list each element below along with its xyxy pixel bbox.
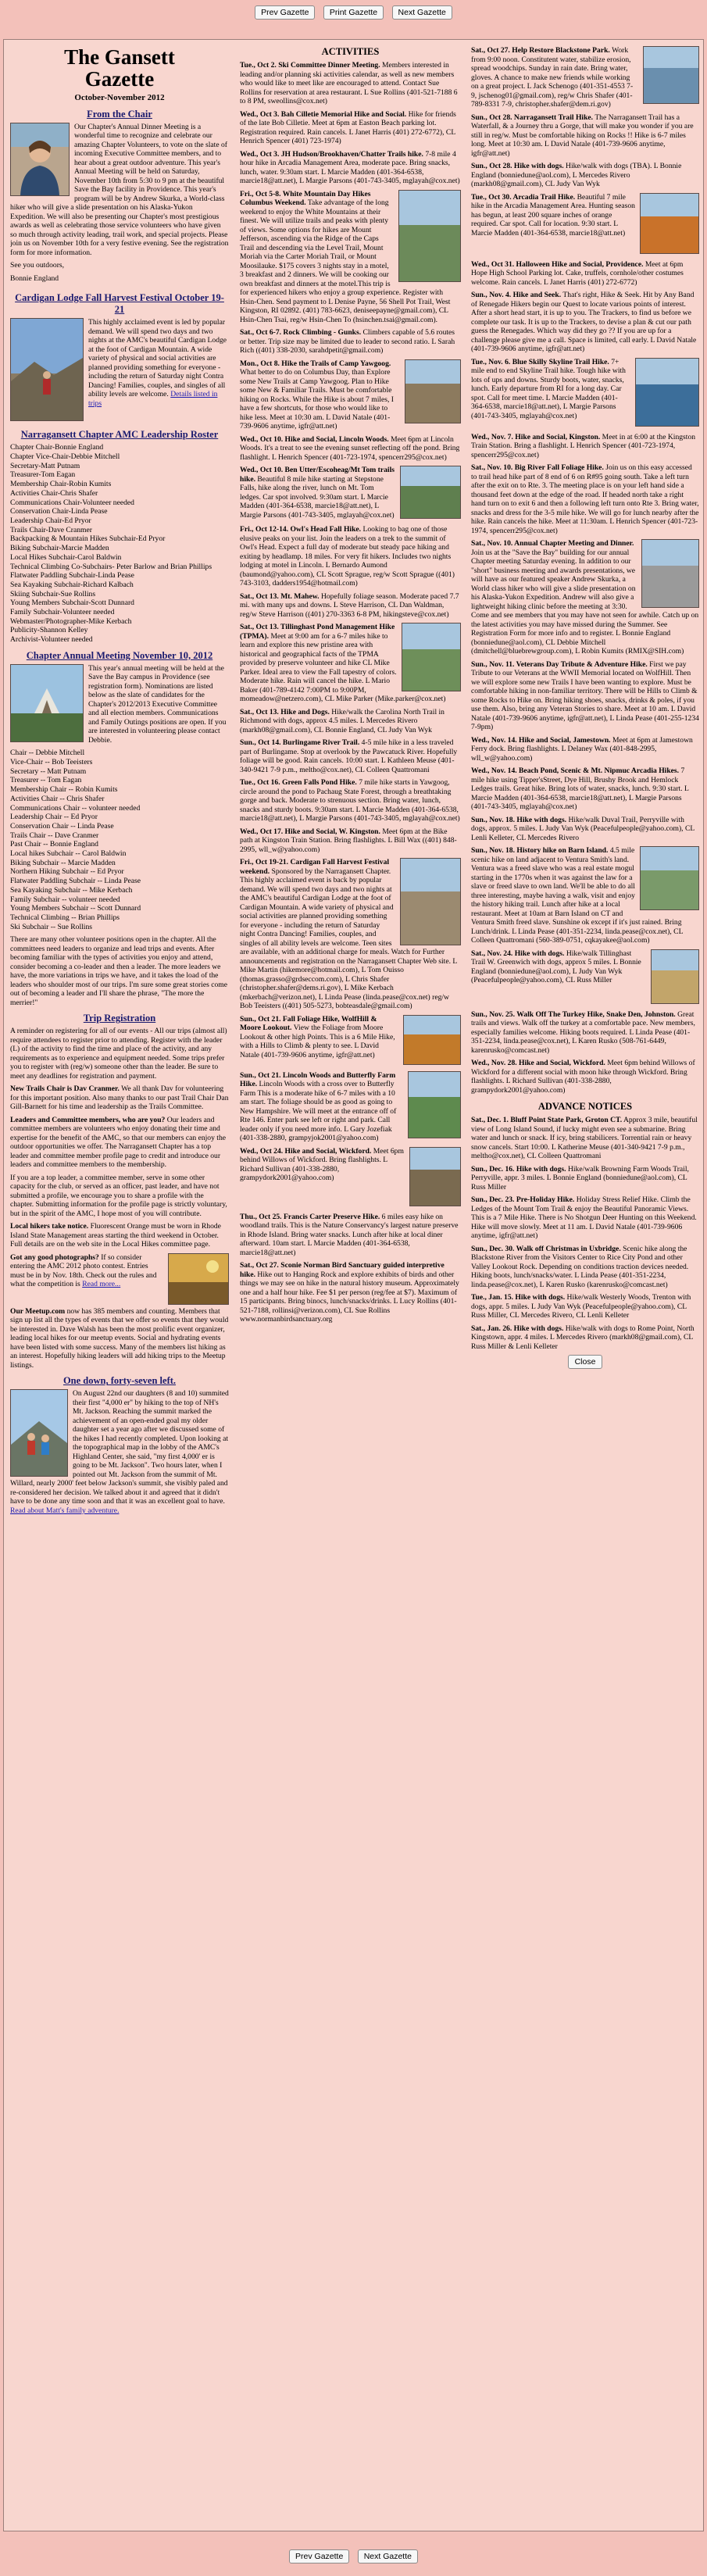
slate-row: Technical Climbing -- Brian Phillips xyxy=(10,913,120,922)
roster-row: Conservation Chair-Linda Pease xyxy=(10,507,108,516)
event-description: Holiday Stress Relief Hike. Climb the Ledges of the Mount Tom Trail & enjoy the Beautiful Panoramic Views. This is a 7 Mile Hike. There is No Shotgun Deer Hunting on this Weekend. Hike will move slowly. Meet at 11 am. L David Natale (401-739-9606 anytime, igfr@att.net) xyxy=(471,1195,697,1240)
roster-row: Family Subchair-Volunteer needed xyxy=(10,608,115,617)
event-description: 6 miles easy hike on woodland trails. This is the Nature Conservancy's largest nature preserve in Rhode Island. Bring water snacks. Lunch after hike at local diner afterward. 10am start. L Marcie Madden (401-364-6538, marcie18@att.net) xyxy=(240,1212,459,1257)
prev-gazette-button[interactable]: Prev Gazette xyxy=(255,5,315,20)
event-title: Tue., Oct 30. Arcadia Trail Hike. xyxy=(471,192,576,202)
slate-row: Sea Kayaking Subchair -- Mike Kerbach xyxy=(10,885,133,895)
event-description: Hike/walk with dogs (TBA). L Bonnie England (bonniedune@aol.com), L Mercedes Rivero (markh08@gmail.com), CL Judy Van Wyk xyxy=(471,162,682,188)
event-description: Meet 6pm at Lincoln Woods. It's a treat to see the evening sunset reflecting off the pond. Bring flashlight. L Henrich Spencer (401-723-1974, spencerr295@cox.net) xyxy=(240,434,460,462)
event-item xyxy=(240,778,461,824)
event-item xyxy=(471,291,699,354)
roster-list xyxy=(10,443,229,644)
event-item xyxy=(240,61,461,106)
masthead-title-2: Gazette xyxy=(84,67,155,91)
event-title: Wed., Oct 24. Hike and Social, Wickford. xyxy=(240,1146,372,1156)
event-description: Meet 6pm at the Bike path at Kingston Train Station. Bring flashlights. L Bill Wax ((401) 848-2995, wll_w@yahoo.com) xyxy=(240,827,457,854)
roster-row: Biking Subchair-Marcie Madden xyxy=(10,544,109,553)
leaders-title: Leaders and Committee members, who are you? xyxy=(10,1115,166,1124)
slate-row: Chair -- Debbie Mitchell xyxy=(10,749,85,758)
roster-row: Webmaster/Photographer-Mike Kerbach xyxy=(10,616,132,626)
event-item xyxy=(471,46,699,109)
event-description: That's right, Hike & Seek. Hit by Any Band of Renegade Hikers begin our Quest to locate various points of interest. After a short head start, it is up to you. The Trackers, to find us before we complete our task. It is up to the Trackers, to devise a plan & cut our path guess the Renegades. Which way did they go ?? If you are up for a challenge please give me a call. Space is limited, call early. L David Natale (401-739-9606 anytime, igfr@att.net) xyxy=(471,291,697,353)
event-description: Lincoln Woods with a cross over to Butterfly Farm This is a moderate hike of 6-7 miles with a 10 am start. The foliage should be as good as going to New Hampshire. We will meet at the entrance off of Rte 146. Enter park see left or right and park. Call leader only if you need more info. L Gary Jozefiak (401-338-2880, grampyjok2001@yahoo.com) xyxy=(240,1080,397,1142)
event-item xyxy=(240,190,461,325)
top-navbar xyxy=(0,5,707,20)
event-description: Hike/walk Browning Farm Woods Trail, Perryville, appr. 3 miles. L Bonnie England (bonniedune@aol.com), CL Russ Miller xyxy=(471,1164,689,1192)
chair-text: Our Chapter's Annual Dinner Meeting is a wonderful time to recognize and celebrate our amazing Chapter Volunteers, to vote on the slate of incoming Executive Committee members, and to hear about a great outdoor adventure. This year's Annual Meeting will be held on Saturday, November 10th from 5:30 to 9 pm at the beautiful Save the Bay facility in Providence. This year's program will be by Andrew Skurka, a World-class hiker who will give a slide presentation on his Alaska-Yukon Expedition. We will also be presenting our Chapter's most prestigious awards as well as celebrating those service volunteers who have given so much through activity leading, trail work, and special projects. Please join us on November 10th for a very festive evening. See the registration form for more information. xyxy=(10,122,229,257)
event-item xyxy=(471,1293,699,1320)
event-title: Sat., Oct 27. Sconie Norman Bird Sanctuary guided interpretive hike. xyxy=(240,1261,445,1279)
localhikers-title: Local hikers take notice. xyxy=(10,1222,89,1231)
event-item xyxy=(240,708,461,735)
event-title: Sun., Oct 28. Narragansett Trail Hike. xyxy=(471,113,594,122)
event-title: Sun., Nov. 11. Veterans Day Tribute & Adventure Hike. xyxy=(471,659,648,669)
slate-list xyxy=(10,749,229,931)
event-description: Great trails and views. Walk off the turkey at a comfortable pace. New members, especially families welcome. Hiking boots required. L Linda Pease (401-351-2234, linda.pease@cox.net), L Karen Rusko (508-761-6449, karenrusko@comcast.net) xyxy=(471,1009,695,1055)
roster-row: Sea Kayaking Subchair-Richard Kalbach xyxy=(10,580,134,589)
event-item xyxy=(471,463,699,535)
roster-row: Communications Chair-Volunteer needed xyxy=(10,498,134,507)
event-item xyxy=(471,949,699,1006)
event-title: Wed., Oct 3. Bah Cilletie Memorial Hike and Social. xyxy=(240,109,407,119)
roster-row: Activities Chair-Chris Shafer xyxy=(10,488,98,498)
event-item xyxy=(240,359,461,431)
event-title: Wed., Oct 3. JH Hudson/Brookhaven/Chatter Trails hike. xyxy=(240,149,423,159)
chair-heading: From the Chair xyxy=(87,108,152,120)
roster-row: Technical Climbing Co-Subchairs- Peter Barlow and Brian Phillips xyxy=(10,562,212,571)
event-photo xyxy=(643,46,699,104)
slate-row: Conservation Chair -- Linda Pease xyxy=(10,821,114,831)
event-description: First we pay Tribute to our Veterans at the WWII Memorial located on WolfHill. Then we will explore some new Trails I have been wanting to explore. Must be comfortable hiking in non-familiar territory. There will be Hills to Climb & some Rocks to Hike on. Bring hiking shoes, snacks, drinks & poles, if you use them. Also, bring any Veteran Stories to share. Meet at 10 am. L David Natale (401-739-9606 anytime, igfr@att.net), L Linda Pease (401-255-1234 7-9pm) xyxy=(471,659,699,731)
leaders-text2: If you are a top leader, a committee member, serve in some other capacity for the club, or served as an officer, past leader, and have not submitted a profile, we encourage you to share a profile with the chapter. Submitting information for the profile page is strictly voluntary, but in the spirit of the AMC, I hope most of you will contribute. xyxy=(10,1173,227,1218)
photos-para: Got any good photographs? If so consider entering the AMC 2012 photo contest. Entries must be in by Nov. 18th. Check out the rules and what the competition is Read more... xyxy=(10,1252,157,1289)
event-description: Scenic hike along the Blackstone River from the Visitors Center to Rice City Pond and other Valley Lookout Rock. Depending on conditions traction devices needed. Hiking boots, lunch/snacks/water. L Linda Pease (401-351-2234, linda.pease@cox.net), L Karen Rusko (karenrusko@comcast.net) xyxy=(471,1244,689,1289)
print-gazette-button[interactable]: Print Gazette xyxy=(323,5,384,20)
event-title: Sat., Oct 13. Tillinghast Pond Management Hike (TPMA). xyxy=(240,623,395,641)
event-title: Tue., Nov. 6. Blue Skilly Skyline Trail Hike. xyxy=(471,357,609,366)
event-title: Sun., Dec. 23. Pre-Holiday Hike. xyxy=(471,1195,575,1204)
roster-row: Skiing Subchair-Sue Rollins xyxy=(10,589,96,598)
event-photo xyxy=(408,1071,461,1138)
event-description: 4.5 mile scenic hike on land adjacent to Ventura Smith's land. Ventura was a freed slave who was a real estate mogul starting in the 1770s when it was against the law for a slave or freed slave to own land. We'll be able to do all three interesting, maybe having a walk, visit and enjoy the history hiking trail. Lunch after hike at a local restaurant. Meet at 10am at Barn Island on CT and Ventura Smith freed slave. Sunshine ok except if it's just rained. Bring Lunch/drink. L Linda Pease (401-351-2234, linda.pease@cox.net), CL Colleen Quattromani (560-389-0751, cqkayakee@aol.com) xyxy=(471,846,684,945)
event-description: Hike for friends of the late Bob Cilletie. Meet at 6pm at Easton Beach parking lot. Registration required. Rain cancels. L Janet Harris (401) 272-6772), CL Henrich Spencer (401) 723-1974) xyxy=(240,109,456,145)
photos-title: Got any good photographs? xyxy=(10,1252,99,1262)
event-description: Hike/walk the Carolina North Trail in Richmond with dogs, approx 4.5 miles. L Mercedes Rivero (markh08@gmail.com), CL Bonnie England, CL Judy Van Wyk xyxy=(240,707,445,734)
event-description: Hopefully foliage season. Moderate paced 7.7 mi. with many ups and downs. L Steve Harrison, CL Dan Waldman, reg/w Steve Harrison ((401) 270-3363 6-8 PM, hikingsteve@cox.net) xyxy=(240,591,459,619)
event-photo xyxy=(651,949,699,1004)
event-description: Climbers capable of 5.6 routes or better. Trip size may be limited due to leader to second ratio. L Sarah Rich ((401) 338-2030, sarahdpetit@gmail.com) xyxy=(240,328,455,355)
slate-row: Young Members Subchair -- Scott Dunnard xyxy=(10,904,141,913)
event-item xyxy=(471,113,699,159)
event-description: Hike/walk Westerly Woods, Trenton with dogs, appr. 5 miles. L Judy Van Wyk (Peacefulpeople@yahoo.com), CL Russ Miller, CL Mercedes Rivero, CL Lenli Kelleter xyxy=(471,1293,691,1320)
masthead xyxy=(10,46,229,91)
roster-row: Young Members Subchair-Scott Dunnard xyxy=(10,598,134,608)
issue-date: October-November 2012 xyxy=(74,92,165,102)
event-description: Meet 6pm behind Willows of Wickford. Bring flashlights. L Richard Sullivan (401-338-2880, grampydork2001@yahoo.com) xyxy=(240,1146,404,1182)
event-title: Sat., Dec. 1. Bluff Point State Park, Groton CT. xyxy=(471,1116,623,1124)
event-description: Members interested in leading and/or planning ski activities calendar, as well as new members who would like to meet like are encouraged to attend. Contact Sue Rollins for reservation at area restaurant. L Sue Rollins (401-521-7188 6 to 8 PM, sweollins@cox.net) xyxy=(240,61,458,105)
slate-row: Trails Chair -- Dave Cranmer xyxy=(10,831,99,840)
middle-column xyxy=(240,46,461,2526)
event-item xyxy=(471,1010,699,1056)
onedown-heading: One down, forty-seven left. xyxy=(62,1375,177,1387)
event-title: Fri., Oct 5-8. White Mountain Day Hikes Columbus Weekend. xyxy=(240,189,371,207)
masthead-title-1: The Gansett xyxy=(64,46,175,69)
event-item xyxy=(471,1245,699,1290)
event-description: Meet 6pm behind Willows of Wickford for a different social with moon hike through Wickford. Bring flashlights. L Richard Sullivan (401-338-2880, grampydork2001@yahoo.com) xyxy=(471,1059,695,1095)
newtrail-title: New Trails Chair is Dav Cranmer. xyxy=(10,1084,120,1094)
event-title: Sat., Oct 13. Mt. Mahew. xyxy=(240,591,320,601)
photo-contest-image xyxy=(168,1253,229,1305)
left-column xyxy=(10,46,229,2526)
slate-row: Secretary -- Matt Putnam xyxy=(10,766,87,776)
event-photo xyxy=(400,858,461,945)
roster-row: Backpacking & Mountain Hikes Subchair-Ed Pryor xyxy=(10,534,166,544)
registration-text: A reminder on registering for all of our events - All our trips (almost all) require attendees to register prior to attending. Register with the leader (L) of the activity to find the time and place of the activity, and any requirements as to experience and equipment needed. Some trips prefer you to register with (reg/w) someone other than the leader. Be sure to meet any deadlines for registration and payment. xyxy=(10,1027,227,1081)
event-description: Beautiful 7 mile hike in the Arcadia Management Area. Hunting season has begun, at least 200 square inches of orange required. Car spot. Call for location. 9:30 start. L Marcie Madden (401-364-6538, marcie18@att.net) xyxy=(471,192,635,238)
slate-row: Activities Chair -- Chris Shafer xyxy=(10,794,105,803)
event-item xyxy=(471,1059,699,1095)
event-item xyxy=(240,150,461,186)
event-photo xyxy=(403,1015,461,1065)
event-item xyxy=(471,1195,699,1241)
photos-link[interactable]: Read more... xyxy=(82,1280,121,1289)
event-photo xyxy=(405,359,461,423)
roster-heading: Narragansett Chapter AMC Leadership Roster xyxy=(20,429,219,441)
meetup-para: Our Meetup.com now has 385 members and counting. Members that sign up list all the types of events that we offer so events that they would be interested in. Dave Walsh has been the most prolific event organizer, leading local hikes for our meetup events. Social and hydrating events have been listed with some success. Many of the members list hiking as an interest. Hopefully hiking leaders will add hiking trips to the Meetup listings. xyxy=(10,1306,229,1370)
event-title: Sat., Nov. 24. Hike with dogs. xyxy=(471,949,565,958)
event-item xyxy=(471,1324,699,1352)
slate-row: Membership Chair -- Robin Kumits xyxy=(10,785,118,795)
event-title: Sun., Nov. 4. Hike and Seek. xyxy=(471,291,562,299)
event-item xyxy=(471,539,699,656)
event-item xyxy=(240,1261,461,1324)
event-title: Fri., Oct 19-21. Cardigan Fall Harvest Festival weekend. xyxy=(240,858,390,876)
chair-photo xyxy=(10,123,70,196)
slate-row: Treasurer -- Tom Eagan xyxy=(10,776,82,785)
event-item xyxy=(240,1213,461,1258)
roster-row: Local Hikes Subchair-Carol Baldwin xyxy=(10,552,122,562)
newtrail-para: New Trails Chair is Dav Cranmer. We all thank Dav for volunteering for this important position. Also many thanks to our past Trail Chair Dan Gill-Barnett for his time and leadership as the Trails Committee. xyxy=(10,1084,229,1112)
event-item xyxy=(471,162,699,189)
slate-row: Northern Hiking Subchair -- Ed Pryor xyxy=(10,867,124,877)
event-title: Sat., Oct 27. Help Restore Blackstone Park. xyxy=(471,46,610,55)
event-title: Thu., Oct 25. Francis Carter Preserve Hike. xyxy=(240,1212,380,1221)
event-description: Work from 9:00 noon. Constitutent water, stabilize erosion, spread woodchips. Sunday in rain date. Bring water, gloves. A chance to make new friends while working on a great project. L Jack Schenogo (401-351-4553 7-9, jschenog01@gmail.com), reg/w Chris Shafer (401-789-8331 7-9, christopher.shafer@dem.ri.gov) xyxy=(471,46,634,109)
slate-row: Flatwater Paddling Subchair -- Linda Pease xyxy=(10,877,141,886)
roster-row: Archivist-Volunteer needed xyxy=(10,635,93,645)
event-description: Meet at 6pm Hope High School Parking lot. Cake, truffels, cornhole/other costumes welcome. Rain cancels. L Janet Harris (401) 272-6772) xyxy=(471,259,684,287)
slate-row: Family Subchair -- volunteer needed xyxy=(10,895,120,904)
event-description: 7-8 mile 4 hour hike in Arcadia Management Area, moderate pace. Bring snacks, lunch, water. 9:30am start. L Marcie Madden (401-364-6538, marcie18@att.net), L Margie Parsons (401-743-3405, mglayah@cox.net) xyxy=(240,149,460,185)
annual-text2: There are many other volunteer positions open in the chapter. All the committees need leaders to organize and lead trips and events. After becoming familiar with the types of activities you enjoy and attend, consider becoming a co-leader and then a leader. The more leaders we have, the more variations in trips we have, and it takes the load of the leaders who shoulder most of our trips. I'm sure some great stories come out of becoming a leader and I'll share the phrase, "The more the merrier!" xyxy=(10,935,228,1007)
event-title: Sun., Nov. 18. History hike on Barn Island. xyxy=(471,846,609,855)
event-title: Tue., Oct 16. Green Falls Pond Hike. xyxy=(240,778,357,787)
event-description: 7 mile hike starts in Yawgoog, circle around the pond to Pachaug State Forest, through a breathtaking gorge and back. Moderate to strenuous section. Bring water, lunch, snacks and sturdy boots. 9:30am start. L Marcie Madden (401-364-6538, marcie18@att.net), L Margie Parsons (401-743-3405, mglayah@cox.net) xyxy=(240,778,460,823)
event-title: Wed., Nov. 28. Hike and Social, Wickford. xyxy=(471,1059,605,1067)
chair-signoff: Bonnie England xyxy=(10,273,59,283)
event-title: Sat., Jan. 26. Hike with dogs. xyxy=(471,1324,564,1333)
chair-seeyou: See you outdoors, xyxy=(10,261,65,270)
bottom-navbar xyxy=(0,2549,707,2563)
advance-events-list xyxy=(471,1116,699,1351)
event-description: Meet at 9:00 am for a 6-7 miles hike to learn and explore this new pristine area with historical and geographical facts of the TPMA provided by preserve volunteer and hike CL Mike Parker. Ideal area to view the Fall tapestry of colors. Moderate hike. Rain will cancel the hike. L Mario Baker (401-789-4142 7:00PM to 9:00PM, momeadow@netzero.com), CL Mike Parker (Mike.parker@cox.net) xyxy=(240,631,446,703)
event-item xyxy=(471,766,699,812)
slate-row: Past Chair -- Bonnie England xyxy=(10,840,98,849)
event-title: Wed., Oct 10. Ben Utter/Escoheag/Mt Tom trails hike. xyxy=(240,466,395,484)
leaders-para: Leaders and Committee members, who are you? Our leaders and committee members are volunteers who enjoy donating their time and expertise for the benefit of the AMC, so that our members can enjoy the outdoor opportunities we offer. The Narragansett Chapter has a top leader and committee member profile page to credit and introduce our leaders and committee members to the membership. xyxy=(10,1115,227,1170)
event-title: Wed., Oct 31. Halloween Hike and Social, Providence. xyxy=(471,259,644,269)
roster-row: Trails Chair-Dave Cranmer xyxy=(10,525,92,534)
roster-row: Chapter Chair-Bonnie England xyxy=(10,443,104,452)
event-description: Meet in at 6:00 at the Kingston Train Station. Bring a flashlight. L Henrich Spencer (401-723-1974, spencerr295@cox.net) xyxy=(471,432,696,459)
event-title: Sat., Nov. 10. Annual Chapter Meeting and Dinner. xyxy=(471,539,634,548)
roster-row: Treasurer-Tom Eagan xyxy=(10,470,76,480)
event-title: Tue., Oct 2. Ski Committee Dinner Meeting. xyxy=(240,61,380,70)
cardigan-link[interactable]: Details listed in trips xyxy=(88,390,218,408)
activities-title: ACTIVITIES xyxy=(321,46,380,57)
event-item xyxy=(471,660,699,732)
event-description: Hike out to Hanging Rock and explore exhibits of birds and other things we may see on hike in the natural history museum. Approximately one and a half hour hike. Fee $1 per person (reg/fee at $7). Maximum of 15 participants. Bring binocs, lunch/snacks/drinks. L Lucy Rollins (401-521-7188, rollinsi@verizon.com), CL Sue Rollins www.normanbirdsanctuary.org xyxy=(240,1270,459,1324)
roster-row: Leadership Chair-Ed Pryor xyxy=(10,516,91,525)
right-column xyxy=(471,46,699,2526)
event-description: 7 mile hike using Tipper'sStreet, Dye Hill, Brushy Brook and Hemlock Ledges trails. Great hike. Bring lots of water, snacks, lunch. 9:30 start. L Marcie Madden (401-364-6538, marcie18@att.net), L Margie Parsons (401-743-3405, mglayah@cox.net) xyxy=(471,766,689,811)
next-gazette-button[interactable]: Next Gazette xyxy=(392,5,452,20)
slate-row: Vice-Chair -- Bob Teeisters xyxy=(10,758,93,767)
event-description: Hike/walk Duval Trail, Perryville with dogs, approx. 5 miles. L Judy Van Wyk (Peacefulpeople@yahoo.com), CL Lenli Kelleter, CL Mercedes Rivero xyxy=(471,815,695,842)
event-photo xyxy=(402,623,461,691)
event-title: Sun., Oct 21. Fall Foliage Hike, WolfHill & Moore Lookout. xyxy=(240,1014,377,1032)
event-title: Mon., Oct 8. Hike the Trails of Camp Yawgoog. xyxy=(240,359,391,368)
event-item xyxy=(471,736,699,763)
roster-row: Publicity-Shannon Kelley xyxy=(10,626,88,635)
event-description: Sponsored by the Narragansett Chapter. This highly acclaimed event is back by popular demand. We will spend two days and two nights at the AMC's beautiful Cardigan Lodge at the foot of Cardigan Mountain. A wide variety of physical and social activities are planned providing something for everyone - including the return of Saturday night Contra Dancing! Families, couples, and singles of all ability levels are welcome. Teen sites are available, with an additional charge for meals. Watch for Further announcements and registration on the Narragansett Chapter Web site. L Mike Martin (hikemore@hotmail.com), L Tom Ouisso (thomas.grasso@grdseccom.com), L Chris Shafer (christopher.shafer@dems.ri.gov), L Mike Kerbach (mkerbach@verizon.net), L Linda Pease (linda.pease@cox.net) reg/w Bob Teeisters ((401) 505-5273, bobteasdale@gmail.com) xyxy=(240,866,457,1010)
next-gazette-bottom-button[interactable]: Next Gazette xyxy=(358,2549,418,2563)
onedown-photo xyxy=(10,1389,68,1477)
event-description: Join us at the "Save the Bay" building for our annual Chapter meeting Saturday evening. In addition to our "short" business meeting and awards presentations, we will have as our featured speaker Andrew Skurka, a World class hiker who will give a slide presentation on his Alaska-Yukon Expedition. Andrew will also give a lightweight hiking clinic before the meeting at 3:30. Come and see members that you may have not seen for awhile. Catch up on the latest activities you may have missed during the Summer. See Registration Form for more info and to register. L Bonnie England (bonniedune@aol.com), CL Debbie Mitchell (dmitchell@bluebrewgroup.com), L Robin Kumits (RMIX@SIH.com) xyxy=(471,548,699,656)
slate-row: Communications Chair -- volunteer needed xyxy=(10,803,141,813)
event-item xyxy=(471,358,699,429)
annual-text: This year's annual meeting will be held at the Save the Bay campus in Providence (see registration form). Nominations are listed below as the slate of candidates for the Chapter's 2012/2013 Executive Committee and all election members. Communications and Family Outings positions are open. If you are interested in volunteering please contact Debbie. xyxy=(88,663,227,745)
event-description: Join us on this easy accessed to trail head hike part of 8 end of 6 on R#95 going south. Take a left turn after the exit on to Rte. 3. The meeting place is on your left hand side a thousand feet down at the edge of the road. If headed north take a right hand turn on to exit 6 and then a following left turn onto Rte 3. Bring water, snacks and dress for the 3-5 mile hike. We will go for lunch nearby after the hike. Rain cancels the hike. Meet at 11:30am. L Henrich Spencer (401-723-1974, spencerr295@cox.net) xyxy=(471,463,699,535)
event-item xyxy=(240,1147,461,1209)
onedown-link[interactable]: Read about Matt's family adventure. xyxy=(10,1506,120,1515)
close-button[interactable]: Close xyxy=(568,1355,603,1369)
event-photo xyxy=(640,193,699,254)
event-title: Wed., Nov. 14. Hike and Social, Jamestown. xyxy=(471,735,611,745)
event-title: Wed., Nov. 14. Beach Pond, Scenic & Mt. Nipmuc Arcadia Hikes. xyxy=(471,766,680,775)
event-description: Hike/walk Tillinghast Trail W. Greenwich with dogs, approx 5 miles. L Bonnie England (bonniedune@aol.com), L Judy Van Wyk (Peacefulpeople@yahoo.com), CL Russ Miller xyxy=(471,949,641,984)
prev-gazette-bottom-button[interactable]: Prev Gazette xyxy=(289,2549,349,2563)
cardigan-photo xyxy=(10,318,84,421)
slate-row: Biking Subchair -- Marcie Madden xyxy=(10,858,116,867)
event-description: 4-5 mile hike in a less traveled part of Burlingame. Stop at overlook by the Pawcatuck River. Hopefully foliage will be good. Rain cancels. 10:00 start. L Kathleen Meuse (401-340-9421 7-9 p.m., meltho@cox.net), CL Colleen Quattromani xyxy=(240,738,458,774)
event-description: Hike/walk with dogs to Rome Point, North Kingstown, appr. 4 miles. L Mercedes Rivero (markh08@gmail.com), CL Russ Miller & Lenli Kelleter xyxy=(471,1324,695,1351)
event-item xyxy=(471,433,699,460)
meetup-title: Our Meetup.com xyxy=(10,1306,66,1316)
event-description: Beautiful 8 mile hike starting at Stepstone Falls, hike along the river, lunch on Mt. Tom ledges. Car spot involved. 9:30am start. L Marcie Madden (401-364-6538, marcie18@att.net), L Margie Parsons (401-743-3405, mglayah@cox.net) xyxy=(240,474,395,520)
event-title: Sun., Nov. 18. Hike with dogs. xyxy=(471,815,567,824)
event-item xyxy=(471,260,699,288)
event-item xyxy=(240,592,461,620)
event-description: Take advantage of the long weekend to enjoy the White Mountains at their finest. We will utilize trails and peaks with plenty of views. Some options for hikes are Mount Jefferson, ascending via the Ridge of the Caps Trail and descending via the Level Trail, Mount Moriah via the Carter Moriah Trail, or Mount Moosilauke. $175 covers 3 nights stay in a motel, 3 breakfast and 2 dinners. We will be cooking our own breakfast and dinners at the motel.This trip is for experienced hikers who enjoy a group experience. Register with Hsin-Chen. Send payment to L Denise Payne, 56 Shell Pot Trail, West Kingston, RI 02892. (401) 783-6623, deniseepayne@gmail.com), CL Hsin-Chen Tsai, reg/w Hsin-Chen To (hsinchen.tsai@gmail.com). xyxy=(240,198,451,324)
event-photo xyxy=(409,1147,461,1206)
event-title: Fri., Oct 12-14. Owl's Head Fall Hike. xyxy=(240,525,362,534)
roster-row: Flatwater Paddling Subchair-Linda Pease xyxy=(10,571,134,581)
event-photo xyxy=(398,190,461,282)
event-item xyxy=(471,1116,699,1161)
event-item xyxy=(240,1071,461,1143)
event-title: Sat., Oct 6-7. Rock Climbing - Gunks. xyxy=(240,328,362,337)
event-item xyxy=(471,193,699,256)
event-photo xyxy=(400,466,461,519)
event-item xyxy=(240,110,461,146)
event-item xyxy=(240,738,461,774)
gazette-page xyxy=(3,39,704,2531)
event-title: Sun., Nov. 25. Walk Off The Turkey Hike, Snake Den, Johnston. xyxy=(471,1009,676,1019)
events-list-col2 xyxy=(240,61,461,1324)
slate-row: Ski Subchair -- Sue Rollins xyxy=(10,922,92,931)
event-item xyxy=(240,525,461,588)
event-item xyxy=(240,328,461,355)
events-list-col3 xyxy=(471,46,699,1095)
event-photo xyxy=(641,539,699,608)
onedown-text: On August 22nd our daughters (8 and 10) summited their first "4,000 er" by hiking to the top of NH's Mt. Jackson. Reaching the summit marked the achievement of an open-ended goal my older daughter set a year ago after we discussed some of the hikes I had recently completed. Upon looking at the topographical map in the lobby of the AMC's Highland Center, she said, "my first 4,000' er is going to be Mt. Jackson". Two hours later, when I pointed out Mt. Jackson from the summit of Mt. Willard, nearly 2000' feet below Jackson's summit, she visibly paled and re-considered her decision. We talked about it and agreed that it didn't have to be done any time soon and that it was an excellent goal to have. Read about Matt's family adventure. xyxy=(10,1389,229,1515)
event-description: Approx 3 mile, beautiful view of Long Island Sound, if lucky might even see a submarine. Bring water and lunch or snack. If icy, bring stabilicers. Torrential rain or heavy snow cancels. Start 10:00. L Katherine Meuse (401-340-9421 7-9 p.m., meltho@cox.net), CL Colleen Quattromani xyxy=(471,1116,698,1160)
event-item xyxy=(240,466,461,521)
slate-row: Local hikes Subchair -- Carol Baldwin xyxy=(10,849,127,859)
event-title: Sun., Dec. 16. Hike with dogs. xyxy=(471,1164,566,1174)
event-title: Sun., Dec. 30. Walk off Christmas in Uxbridge. xyxy=(471,1244,621,1253)
event-item xyxy=(471,846,699,945)
event-title: Sun., Oct 28. Hike with dogs. xyxy=(471,162,564,170)
localhikers-para: Local hikers take notice. Fluorescent Orange must be worn in Rhode Island State Management areas starting the third weekend in October. Full details are on the web site in the Local Hikes committee page. xyxy=(10,1222,221,1249)
cardigan-heading: Cardigan Lodge Fall Harvest Festival October 19-21 xyxy=(15,292,224,316)
event-title: Sun., Oct 21. Lincoln Woods and Butterfly Farm Hike. xyxy=(240,1070,396,1088)
event-item xyxy=(240,435,461,463)
event-title: Wed., Nov. 7. Hike and Social, Kingston. xyxy=(471,432,601,441)
event-photo xyxy=(635,358,699,427)
event-item xyxy=(471,816,699,843)
event-title: Sat., Oct 13. Hike and Dogs. xyxy=(240,707,330,716)
event-description: 7+ mile end to end Skyline Trail hike. Tough hike with lots of ups and downs. Sturdy boots, water, snacks, lunch. Early departure from RI for a long day. Car spot. Call for meet time. L Marcie Madden (401-364-6538, marcie18@att.net), L Margie Parsons (401-743-3405, mglayah@cox.net) xyxy=(471,357,626,420)
event-description: The Narragansett Trail has a Waterfall, & a Journey thru a Gorge, that will make you wonder if you are still in reg/w. Must be comfortable hiking on Rocks !! Hike is 6-7 miles long. Meet at 10:30 am. L David Natale (401-739-9606 anytime, igfr@att.net) xyxy=(471,113,694,158)
event-item xyxy=(240,858,461,1011)
annual-photo xyxy=(10,664,84,742)
roster-row: Membership Chair-Robin Kumits xyxy=(10,480,112,489)
event-description: Meet at 6pm at Jamestown Ferry dock. Bring flashlights. L Delaney Wax (401-848-2995, wll_w@yahoo.com) xyxy=(471,735,693,763)
event-item xyxy=(240,827,461,855)
slate-row: Leadership Chair -- Ed Pryor xyxy=(10,813,98,822)
event-title: Tue., Jan. 15. Hike with dogs. xyxy=(471,1293,566,1302)
event-title: Sun., Oct 14. Burlingame River Trail. xyxy=(240,738,360,747)
registration-heading: Trip Registration xyxy=(83,1013,156,1024)
advance-heading: ADVANCE NOTICES xyxy=(537,1101,633,1112)
event-title: Sat., Nov. 10. Big River Fall Foliage Hike. xyxy=(471,463,604,472)
event-title: Wed., Oct 17. Hike and Social, W. Kingston. xyxy=(240,827,380,836)
cardigan-text: This highly acclaimed event is led by popular demand. We will spend two days and two nights at the AMC's beautiful Cardigan Lodge at the foot of Cardigan Mountain. A wide variety of physical and social activities are planned providing something for everyone - including the return of Saturday night Contra Dancing! Families, couples, and singles of all ability levels are welcome. Details listed in trips xyxy=(88,318,227,408)
annual-heading: Chapter Annual Meeting November 10, 2012 xyxy=(26,649,213,661)
event-title: Wed., Oct 10. Hike and Social, Lincoln Woods. xyxy=(240,434,389,444)
roster-row: Secretary-Matt Putnam xyxy=(10,461,80,470)
roster-row: Chapter Vice-Chair-Debbie Mitchell xyxy=(10,452,120,462)
event-item xyxy=(240,623,461,704)
event-photo xyxy=(640,846,699,910)
event-description: View the Foliage from Moore Lookout & other high Points. This is a 6 Mile Hike, with a Hills to Climb & plenty to see. L David Natale (401-739-9606 anytime, igfr@att.net) xyxy=(240,1024,395,1059)
event-item xyxy=(240,1015,461,1067)
event-description: What better to do on Columbus Day, than Explore some New Trails at Camp Yawgoog. Plan to Hike some New & Familiar Trails. Must be comfortable hiking on Rocks. While the Hike is about 7 miles, I have a few shortcuts, for those who would like to hike less. Meet at 10:30 am. L David Natale (401-739-9606 anytime, igfr@att.net) xyxy=(240,368,395,431)
event-description: Looking to bag one of those elusive peaks on your list. Join the leaders on a trek to the summit of Owl's Head. Expect a full day of moderate but steady pace hiking and exiting by headlamp. 18 miles. For very fit hikers. Includes two nights lodging at motel in Lincoln. L Bernardo Aumond (baumond@yahoo.com), CL Scott Sprague, reg/w Scott Sprague ((401) 743-3103, dadders1954@hotmail.com) xyxy=(240,525,455,588)
event-item xyxy=(471,1165,699,1192)
